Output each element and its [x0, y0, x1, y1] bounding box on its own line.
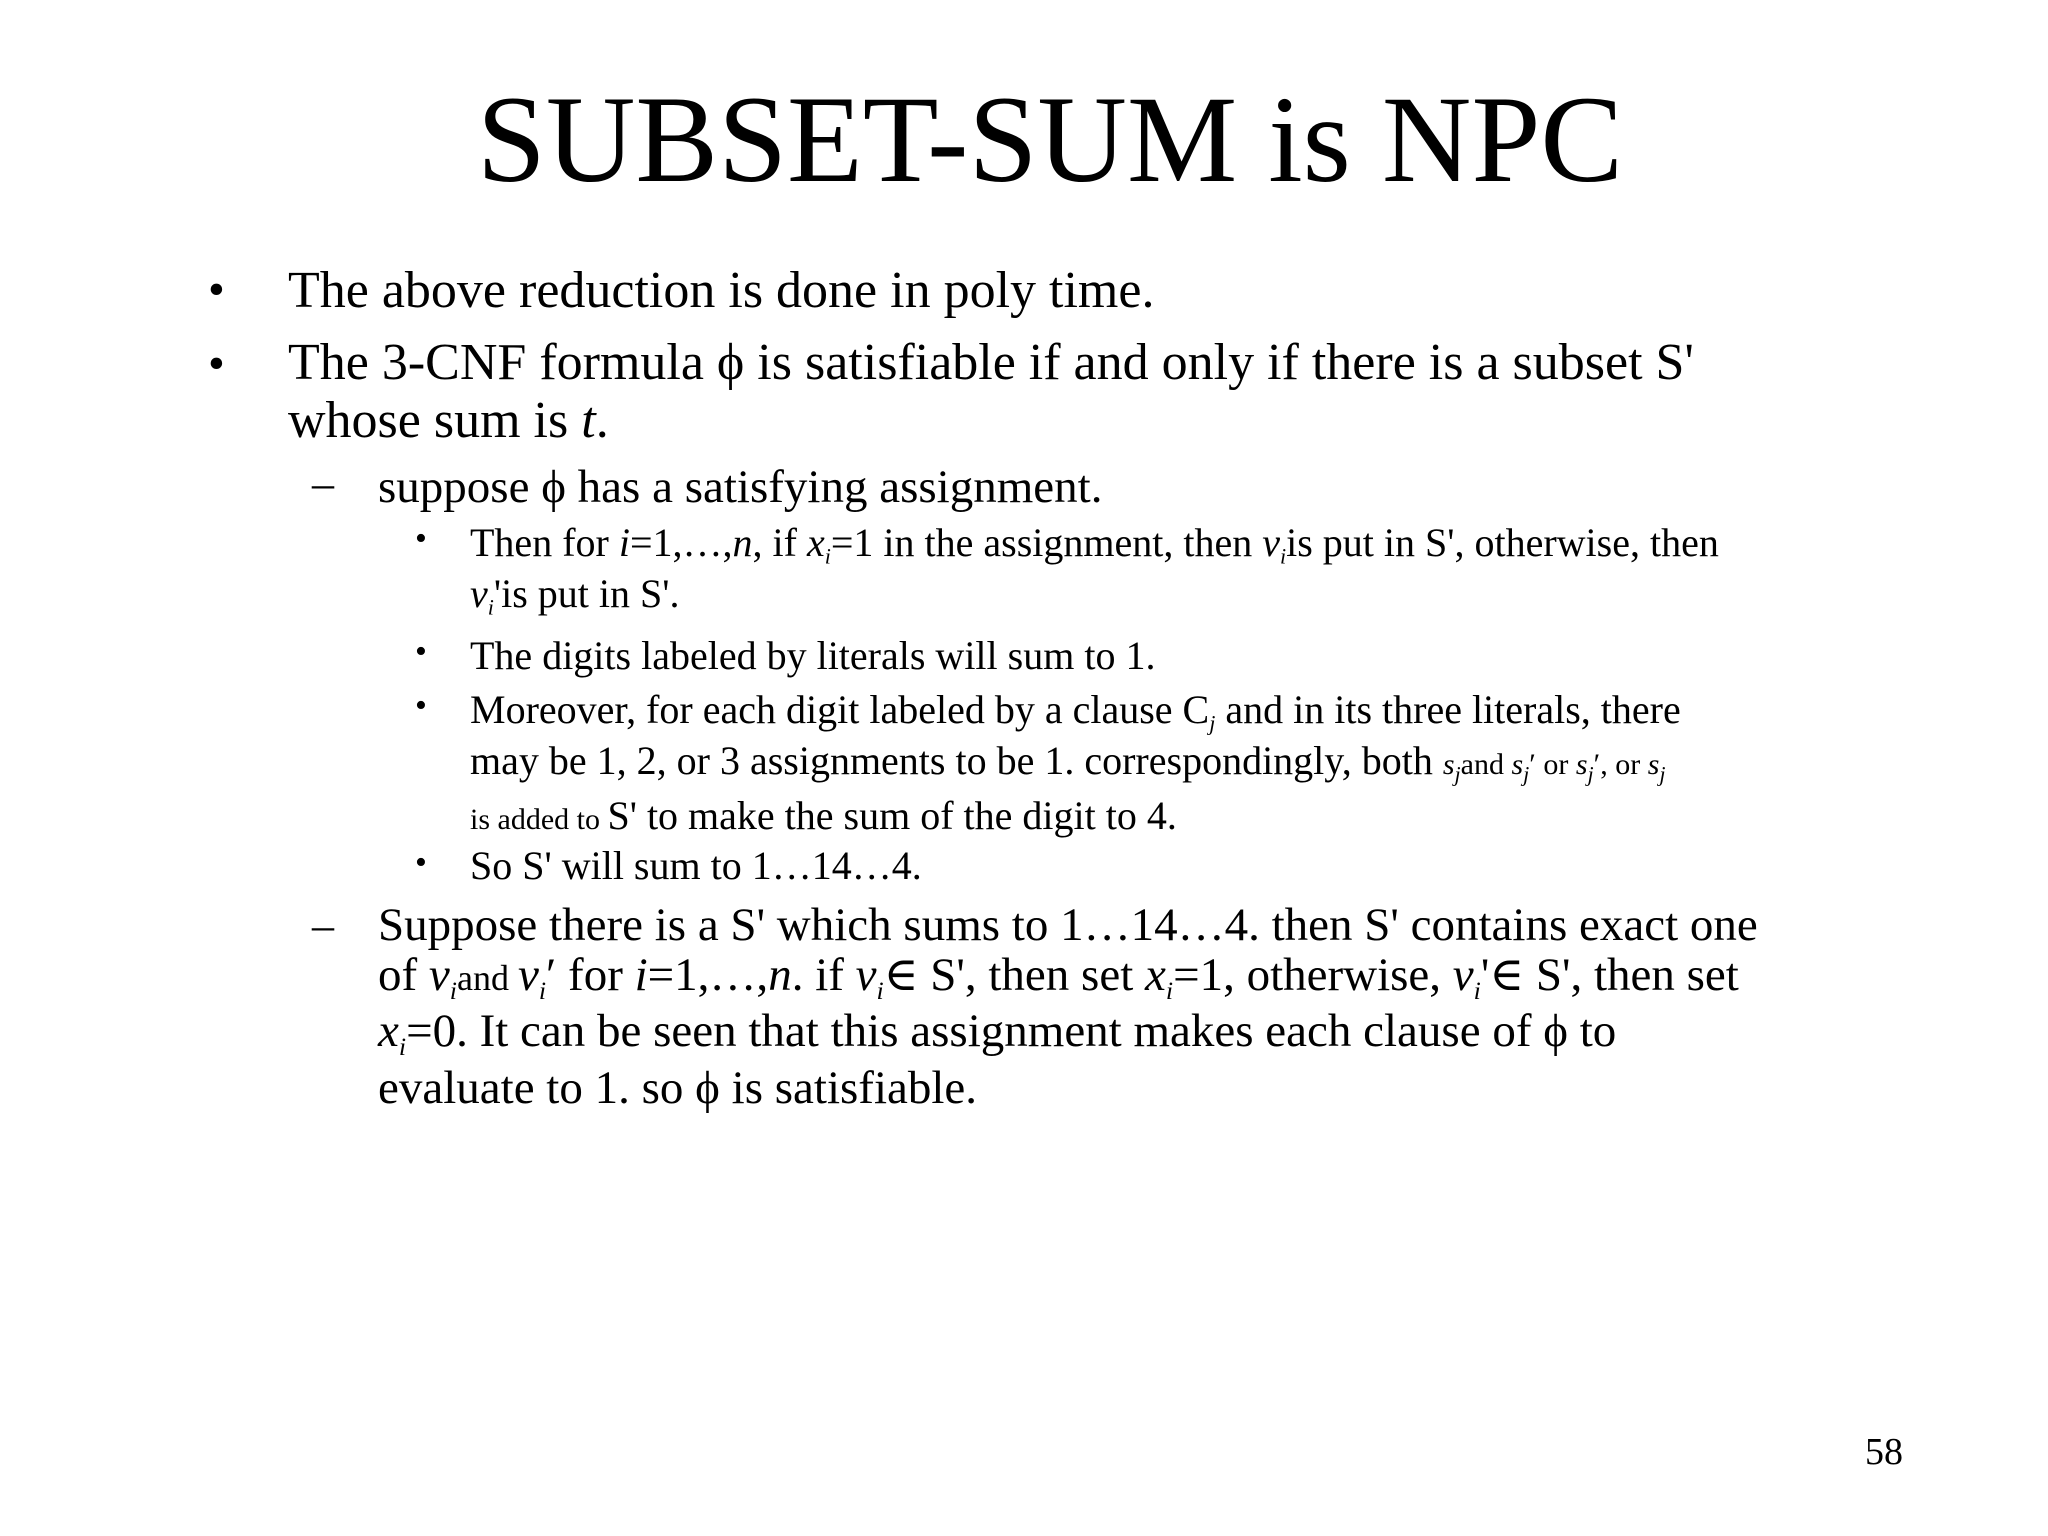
text-span: is put in S', otherwise, then: [1286, 520, 1719, 565]
text-span: The digits labeled by literals will sum to 1.: [470, 633, 1156, 678]
bullet-reduction-poly-time: [288, 262, 1154, 320]
subscript: j: [1587, 761, 1594, 787]
sub-sub-bullet-moreover: [470, 684, 1681, 845]
text-span: ∈ S', then set: [883, 949, 1145, 1001]
var: i: [618, 520, 630, 565]
subscript: i: [1473, 976, 1481, 1006]
bullet-text-line-1: The 3-CNF formula ϕ is satisfiable if and only if there is a subset S': [288, 334, 1694, 391]
var: v: [428, 949, 450, 1001]
sub-sub-bullet-digits: [470, 630, 1155, 681]
text-span: and: [1460, 748, 1512, 781]
prime: ′: [546, 949, 557, 1001]
bullet-marker: •: [208, 337, 225, 390]
subscript: i: [487, 594, 494, 620]
text-span: or: [1535, 748, 1576, 781]
var: v: [855, 949, 877, 1001]
text-span: =1,…,: [647, 949, 769, 1001]
bullet-text: The above reduction is done in poly time.: [288, 262, 1155, 319]
text-span: =0. It can be seen that this assignment makes each clause of ϕ to: [406, 1005, 1617, 1057]
bullet-satisfiable-iff-subset: [288, 334, 1694, 450]
bullet-text-line-2: [288, 392, 1694, 450]
subscript: i: [449, 976, 457, 1006]
text-span: =1, otherwise,: [1173, 949, 1453, 1001]
sub-bullet-suppose-satisfying: [378, 460, 1102, 514]
line: [470, 735, 1681, 790]
text-span: =1,…,: [629, 520, 733, 565]
text-span: . if: [791, 949, 856, 1001]
subscript: i: [1165, 976, 1174, 1006]
sub-sub-bullet-then-for: [470, 517, 1719, 619]
text-span: '∈ S', then set: [1480, 949, 1739, 1001]
var: i: [634, 949, 648, 1001]
text-span: whose sum is: [288, 392, 582, 449]
prime: ′: [1529, 748, 1536, 781]
subscript: j: [1209, 710, 1216, 736]
text-span: and in its three literals, there: [1215, 687, 1681, 732]
sub-sub-bullet-so-sum: [470, 840, 922, 891]
text-span: for: [556, 949, 635, 1001]
var: s: [1511, 748, 1524, 781]
line: Suppose there is a S' which sums to 1…14…4. then S' contains exact one: [378, 899, 1758, 951]
var: v: [1452, 949, 1474, 1001]
page-number: 58: [1865, 1431, 1903, 1473]
var: v: [470, 571, 488, 616]
subscript: j: [1523, 761, 1530, 787]
text-span: So S' will sum to 1…14…4.: [470, 843, 922, 888]
line: [470, 684, 1681, 735]
text-span: may be 1, 2, or 3 assignments to be 1. correspondingly, both: [470, 738, 1443, 783]
sub-bullet-suppose-there-is: [378, 900, 1758, 1117]
subscript: j: [1454, 761, 1461, 787]
text-span: and: [456, 958, 518, 998]
var: x: [1145, 949, 1166, 1001]
bullet-marker: •: [208, 263, 225, 316]
line: [378, 949, 1758, 1006]
line: [470, 517, 1719, 568]
slide-title: SUBSET-SUM is NPC: [476, 71, 1624, 208]
text-span: Then for: [470, 520, 619, 565]
subscript: i: [876, 976, 884, 1006]
text-span: S' to make the sum of the digit to 4.: [607, 793, 1177, 838]
small-bullet-marker: •: [415, 520, 427, 557]
small-bullet-marker: •: [415, 633, 427, 670]
var: s: [1647, 748, 1660, 781]
line: evaluate to 1. so ϕ is satisfiable.: [378, 1062, 978, 1114]
var: v: [517, 949, 539, 1001]
subscript: i: [538, 976, 547, 1006]
line: [378, 1003, 1758, 1062]
dash-marker: –: [312, 901, 334, 950]
variable-t: t: [581, 392, 596, 449]
text-span: , if: [752, 520, 807, 565]
var: v: [1262, 520, 1280, 565]
text-span: of: [378, 949, 429, 1001]
text-span: .: [595, 392, 609, 449]
text-span: =1 in the assignment, then: [830, 520, 1263, 565]
line: [470, 568, 1719, 619]
var: s: [1575, 748, 1588, 781]
var: n: [732, 520, 753, 565]
line: [470, 790, 1681, 845]
text-span: 'is put in S'.: [493, 571, 680, 616]
subscript: i: [824, 543, 831, 569]
subscript: i: [398, 1032, 407, 1062]
var: s: [1442, 748, 1455, 781]
dash-marker: –: [312, 459, 334, 508]
subscript: i: [1280, 543, 1287, 569]
text-span: is added to: [470, 803, 608, 836]
var: x: [806, 520, 825, 565]
small-bullet-marker: •: [415, 844, 427, 881]
text-span: , or: [1600, 748, 1648, 781]
prime: ′: [1593, 748, 1601, 781]
text-span: Moreover, for each digit labeled by a clause C: [470, 687, 1210, 732]
sub-bullet-text: suppose ϕ has a satisfying assignment.: [378, 461, 1103, 513]
var: n: [768, 949, 792, 1001]
small-bullet-marker: •: [415, 687, 427, 724]
subscript: j: [1659, 761, 1666, 787]
var: x: [378, 1005, 399, 1057]
